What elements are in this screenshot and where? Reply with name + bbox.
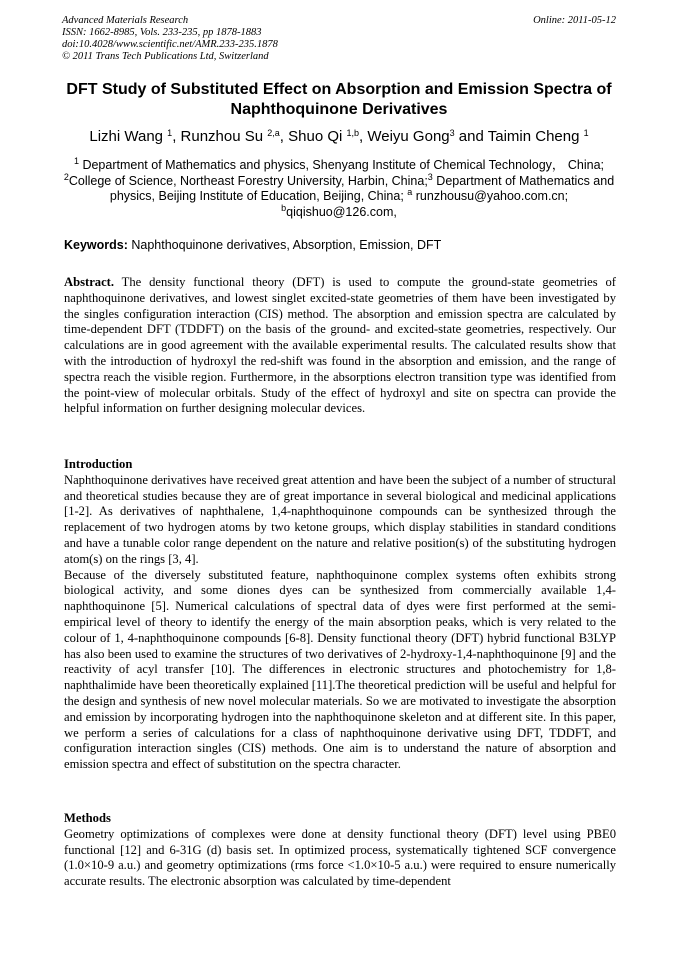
paragraph: Because of the diversely substituted feature, naphthoquinone complex systems often exhibits strong biological activity, and some diones dyes can be synthesized from commercially available 1,4-naphthoquinone [5]. Numerical calculations of spectral data of dyes were first performed at the semi-empirical level of theory to identify the energy of the main absorption peaks, which is very related to the colour of 1, 4-naphthoquinone compounds [6-8]. Density functional theory (DFT) hybrid functional B3LYP has also been used to examine the structures of two derivatives of 2-hydroxy-1,4-naphthoquinone [9] and the reactivity of acyl transfer [10]. The differences in electronic structures and photochemistry for 1,8-naphthalimide have been theoretically explained [11].The theoretical prediction will be useful and helpful for the design and synthesis of new novel molecular materials. So we are motivated to investigate the absorption and emission by incorporating hydrogen into the naphthoquinone skeleton and at different site. In this paper, we perform a series of calculations for a class of naphthoquinone derivative using DFT, TDDFT, and configuration interaction singles (CIS) methods. One aim is to understand the nature of absorption and emission spectra and effect of substitution on the spectra character. (64, 567, 616, 772)
author-affiliation-mark: 1,b (346, 128, 360, 138)
author-affiliation-mark: 1 (583, 128, 589, 138)
author-affiliation-mark: 2,a (267, 128, 280, 138)
email-link: runzhousu@yahoo.com.cn; (412, 189, 569, 203)
keywords (64, 238, 618, 253)
paragraph: Geometry optimizations of complexes were done at density functional theory (DFT) level using PBE0 functional [12] and 6-31G (d) basis set. In optimized process, systematically tightened SCF convergence (1.0×10-9 a.u.) and geometry optimizations (rms force <1.0×10-5 a.u.) were required to ensure numerically accurate results. The electronic absorption was calculated by time-dependent (64, 826, 616, 889)
issn-line: ISSN: 1662-8985, Vols. 233-235, pp 1878-1883 (62, 27, 262, 38)
introduction-section (64, 457, 616, 773)
author-name: Lizhi Wang (89, 128, 168, 145)
online-date: Online: 2011-05-12 (533, 15, 616, 26)
author-name: Runzhou Su (180, 128, 268, 145)
methods-section (64, 811, 616, 890)
doi-line: doi:10.4028/www.scientific.net/AMR.233-235.1878 (62, 39, 278, 50)
author-affiliation-mark: 1 (167, 128, 173, 138)
abstract-text: The density functional theory (DFT) is used to compute the ground-state geometries of naphthoquinone derivatives, and lowest singlet excited-state geometries of them have been investigated by the singles configuration interaction (CIS) method. The absorption and emission spectra are calculated by time-dependent DFT (TDDFT) on the basis of the ground- and excited-state geometries, respectively. Our calculations are in good agreement with the available experimental results. The calculated results show that with the introduction of hydroxyl the red-shift was found in the absorption and emission, and the range of spectra reach the visible region. Furthermore, in the absorptions electron transition type was identified from the point-view of molecular orbitals. Study of the effect of hydroxyl and site on spectra can provide the helpful information on further designing molecular devices. (64, 275, 616, 416)
keywords-text: Naphthoquinone derivatives, Absorption, Emission, DFT (127, 238, 442, 252)
author-name: Taimin Cheng (487, 128, 584, 145)
abstract (64, 275, 616, 417)
abstract-label: Abstract. (64, 275, 115, 289)
author-list: Lizhi Wang $^1$, Runzhou Su $^{2,a}$, Shuo Qi $^{1,b}$, Weiyu Gong$^3$ and Taimin Cheng $^1$ (89, 128, 589, 145)
running-header (62, 15, 616, 63)
affiliation-line: $^1$ Department of Mathematics and physics, Shenyang Institute of Chemical Technology， China; (73, 156, 605, 172)
journal-name: Advanced Materials Research (62, 15, 189, 26)
section-heading: Introduction (64, 457, 133, 471)
affiliations (40, 158, 638, 220)
email-link: qiqishuo@126.com, (286, 204, 397, 219)
affiliation-line: $^2$College of Science, Northeast Forestry University, Harbin, China;$^3$ Department of Mathematics and physics, Beijing Institute of Education, Beijing, China; $^a$ runzhousu@yahoo.com.cn; (63, 171, 615, 203)
copyright-line: © 2011 Trans Tech Publications Ltd, Switzerland (62, 51, 269, 62)
paragraph: Naphthoquinone derivatives have received great attention and have been the subject of a number of structural and theoretical studies because they are of great importance in several biological and medicinal applications [1-2]. As derivatives of naphthalene, 1,4-naphthoquinone compounds can be synthesized through the replacement of two hydrogen atoms by two ketone groups, which display stabilities in standard conditions and have a tunable color range dependent on the nature and relative position(s) of the substituting hydrogen atom(s) on the rings [3, 4]. (64, 472, 616, 566)
keywords-label: Keywords: (64, 238, 128, 252)
author-affiliation-mark: 3 (449, 128, 455, 138)
affiliation-line: $^b$qiqishuo@126.com, (281, 202, 397, 219)
author-name: Shuo Qi (288, 128, 347, 145)
section-heading: Methods (64, 811, 111, 825)
paper-title: DFT Study of Substituted Effect on Absorption and Emission Spectra of Naphthoquinone Derivatives (66, 81, 612, 118)
author-name: Weiyu Gong (367, 128, 450, 145)
